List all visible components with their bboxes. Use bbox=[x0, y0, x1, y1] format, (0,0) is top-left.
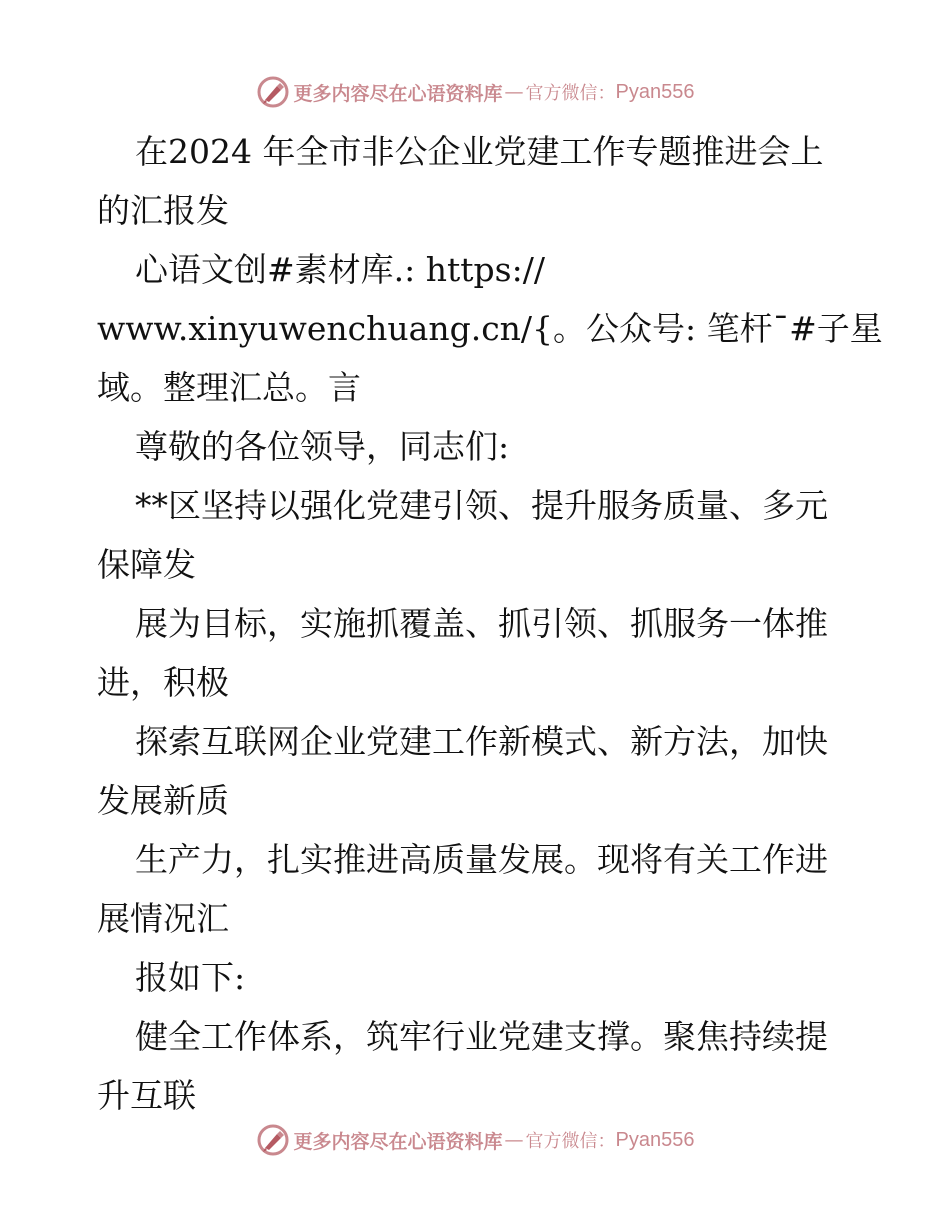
header-watermark bbox=[0, 72, 950, 112]
paragraph-line: 进，积极 bbox=[97, 663, 229, 702]
watermark-dash: — bbox=[504, 1129, 524, 1151]
document-body bbox=[97, 122, 883, 1125]
paragraph-line: 健全工作体系，筑牢行业党建支撑。聚焦持续提 bbox=[135, 1017, 828, 1056]
source-line-2: www.xinyuwenchuang.cn/{。公众号: 笔杆¯#子星 bbox=[97, 309, 883, 348]
pen-logo-icon bbox=[256, 1123, 290, 1157]
title-line-1: 在2024 年全市非公企业党建工作专题推进会上 bbox=[135, 132, 824, 171]
paragraph-line: 展为目标，实施抓覆盖、抓引领、抓服务一体推 bbox=[135, 604, 828, 643]
watermark-dash: — bbox=[504, 81, 524, 103]
paragraph-line: **区坚持以强化党建引领、提升服务质量、多元 bbox=[135, 486, 828, 525]
salutation-line: 尊敬的各位领导，同志们: bbox=[135, 427, 510, 466]
source-line-1: 心语文创#素材库.: https:// bbox=[135, 250, 545, 289]
watermark-label: 官方微信： bbox=[525, 1131, 616, 1152]
watermark-label: 官方微信： bbox=[525, 83, 616, 104]
watermark-wechat-id: Pyan556 bbox=[615, 80, 695, 103]
paragraph-line: 探索互联网企业党建工作新模式、新方法，加快 bbox=[135, 722, 828, 761]
watermark-wechat-id: Pyan556 bbox=[615, 1128, 695, 1151]
watermark-brand-text: 更多内容尽在心语资料库 bbox=[293, 82, 503, 105]
paragraph-line: 保障发 bbox=[97, 545, 196, 584]
paragraph-line: 报如下: bbox=[135, 958, 246, 997]
title-line-2: 的汇报发 bbox=[97, 191, 229, 230]
paragraph-line: 展情况汇 bbox=[97, 899, 229, 938]
source-line-3: 域。整理汇总。言 bbox=[97, 368, 361, 407]
footer-watermark bbox=[0, 1120, 950, 1160]
paragraph-line: 发展新质 bbox=[97, 781, 229, 820]
paragraph-line: 升互联 bbox=[97, 1076, 196, 1115]
pen-logo-icon bbox=[256, 75, 290, 109]
watermark-brand-text: 更多内容尽在心语资料库 bbox=[293, 1130, 503, 1153]
paragraph-line: 生产力，扎实推进高质量发展。现将有关工作进 bbox=[135, 840, 828, 879]
